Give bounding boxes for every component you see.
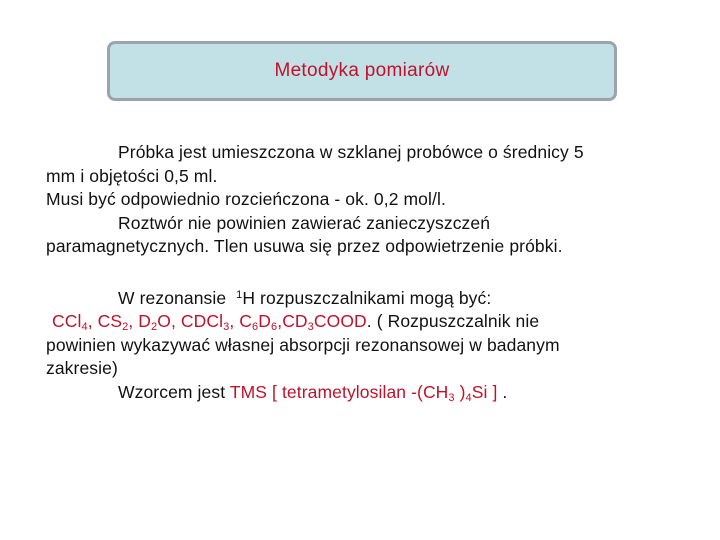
p2-line-4: zakresie): [46, 358, 118, 378]
ref-end: Si ]: [471, 381, 498, 402]
ref-dot: .: [497, 381, 508, 402]
solvent-formula-part: D: [258, 311, 271, 331]
solvent-subscript: 2: [151, 321, 158, 333]
p1-line-4: Roztwór nie powinien zawierać zanieczyszczeń: [118, 212, 491, 233]
p1-line-3: Musi być odpowiednio rozcieńczona - ok. 0,2 mol/l.: [46, 189, 446, 209]
solvent-formula-part: C: [239, 311, 253, 331]
solvent-formula-part: D: [138, 311, 152, 331]
p2-intro: [46, 287, 686, 311]
page-title: Metodyka pomiarów: [274, 60, 450, 81]
solvent-formula-part: CS: [97, 311, 123, 331]
body-text: [46, 141, 686, 404]
p2-intro-a: W rezonansie: [118, 287, 227, 308]
p2-line-3: powinien wykazywać własnej absorpcji rezonansowej w badanym: [46, 334, 560, 355]
solvent-separator: ,: [277, 311, 283, 331]
solvent-separator: ,: [128, 311, 139, 331]
title-box: [107, 41, 617, 101]
solvent-formula-part: CCl: [52, 311, 82, 331]
solvent-subscript: 6: [271, 321, 278, 333]
ref-tms-text: TMS [ tetrametylosilan -(CH: [229, 381, 449, 402]
solvent-formula-part: O: [157, 311, 171, 331]
solvent-formula-part: COOD: [313, 311, 367, 331]
solvent-formulas: [52, 311, 367, 331]
solvent-formula-part: CDCl: [180, 311, 224, 331]
solvent-list: [46, 310, 686, 334]
ref-mid: ): [454, 381, 466, 402]
solvent-formula-part: CD: [282, 311, 308, 331]
solvent-subscript: 3: [223, 321, 230, 333]
reference-line: [46, 381, 686, 405]
p1-line-1: Próbka jest umieszczona w szklanej probówce o średnicy 5: [118, 142, 584, 162]
ref-sub-1: 3: [448, 391, 455, 404]
ref-tms: [230, 382, 498, 402]
p1-line-5: paramagnetycznych. Tlen usuwa się przez odpowietrzenie próbki.: [46, 236, 563, 256]
ref-a: Wzorcem jest: [118, 381, 230, 402]
solvent-separator: ,: [229, 311, 240, 331]
p2-intro-b: H rozpuszczalnikami mogą być:: [242, 287, 492, 308]
p2-intro-sup: 1: [236, 288, 243, 301]
solvent-separator: ,: [170, 311, 181, 331]
solvent-subscript: 2: [122, 321, 129, 333]
p1-line-2: mm i objętości 0,5 ml.: [46, 165, 218, 186]
solvents-after: . ( Rozpuszczalnik nie: [366, 311, 540, 331]
solvent-subscript: 6: [252, 321, 259, 333]
solvent-subscript: 3: [307, 321, 314, 333]
ref-sub-2: 4: [465, 391, 472, 404]
solvent-separator: ,: [87, 311, 98, 331]
solvent-subscript: 4: [81, 321, 88, 333]
